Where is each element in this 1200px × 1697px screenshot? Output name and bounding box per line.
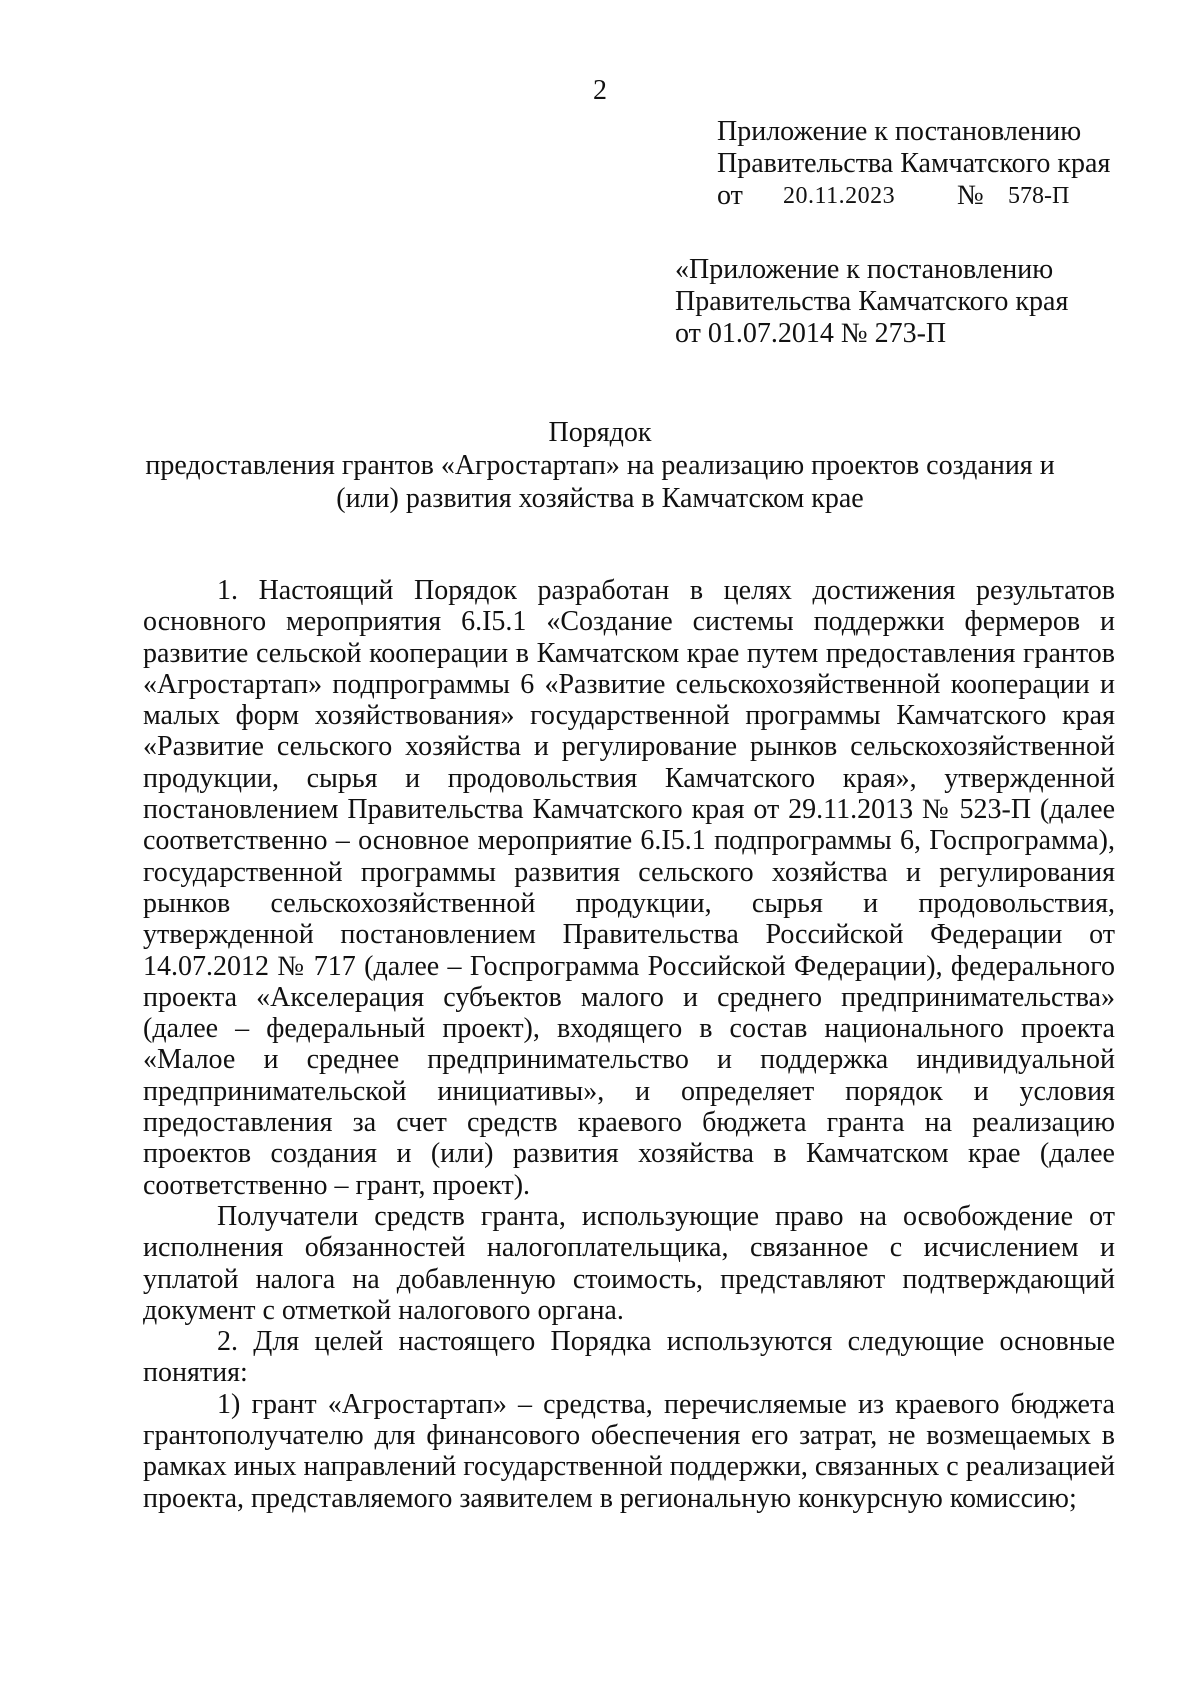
original-appendix-line-3: от 01.07.2014 № 273-П [675, 318, 947, 349]
appendix-header [717, 116, 1110, 212]
title-line-2: предоставления грантов «Агростартап» на реализацию проектов создания и [145, 450, 1055, 481]
reference-prefix: от [717, 180, 743, 211]
appendix-line-2: Правительства Камчатского края [717, 148, 1111, 179]
reference-number: 578-П [1008, 183, 1070, 209]
title-line-1: Порядок [548, 417, 652, 448]
paragraph-2: Получатели средств гранта, использующие право на освобождение от исполнения обязанностей налогоплательщика, связанное с исчислением и уплатой налога на добавленную стоимость, представляют подтверждающий документ с отметкой налогового органа. [143, 1200, 1115, 1326]
page-number: 2 [593, 75, 607, 106]
reference-date: 20.11.2023 [783, 183, 896, 209]
appendix-reference [717, 180, 1110, 212]
paragraph-4: 1) грант «Агростартап» – средства, перечисляемые из краевого бюджета грантополучателю для финансового обеспечения его затрат, не возмещаемых в рамках иных направлений государственной поддержки, связанных с реализацией проекта, представляемого заявителем в региональную конкурсную комиссию; [143, 1388, 1115, 1514]
paragraph-1: 1. Настоящий Порядок разработан в целях достижения результатов основного мероприятия 6.I5.1 «Создание системы поддержки фермеров и развитие сельской кооперации в Камчатском крае путем предоставления грантов «Агростартап» подпрограммы 6 «Развитие сельскохозяйственной кооперации и малых форм хозяйствования» государственной программы Камчатского края «Развитие сельского хозяйства и регулирование рынков сельскохозяйственной продукции, сырья и продовольствия Камчатского края», утвержденной постановлением Правительства Камчатского края от 29.11.2013 № 523-П (далее соответственно – основное мероприятие 6.I5.1 подпрограммы 6, Госпрограмма), государственной программы развития сельского хозяйства и регулирования рынков сельскохозяйственной продукции, сырья и продовольствия, утвержденной постановлением Правительства Российской Федерации от 14.07.2012 № 717 (далее – Госпрограмма Российской Федерации), федерального проекта «Акселерация субъектов малого и среднего предпринимательства» (далее – федеральный проект), входящего в состав национального проекта «Малое и среднее предпринимательство и поддержка индивидуальной предпринимательской инициативы», и определяет порядок и условия предоставления за счет средств краевого бюджета гранта на реализацию проектов создания и (или) развития хозяйства в Камчатском крае (далее соответственно – грант, проект). [143, 575, 1115, 1201]
original-appendix-header [675, 254, 1068, 350]
title-line-3: (или) развития хозяйства в Камчатском крае [336, 483, 864, 514]
document-title [0, 416, 1200, 515]
reference-number-sign: № [957, 180, 984, 211]
original-appendix-line-2: Правительства Камчатского края [675, 286, 1069, 317]
paragraph-3: 2. Для целей настоящего Порядка используются следующие основные понятия: [143, 1326, 1115, 1389]
document-body [143, 575, 1115, 1514]
appendix-line-1: Приложение к постановлению [717, 116, 1082, 147]
original-appendix-line-1: «Приложение к постановлению [675, 254, 1054, 285]
